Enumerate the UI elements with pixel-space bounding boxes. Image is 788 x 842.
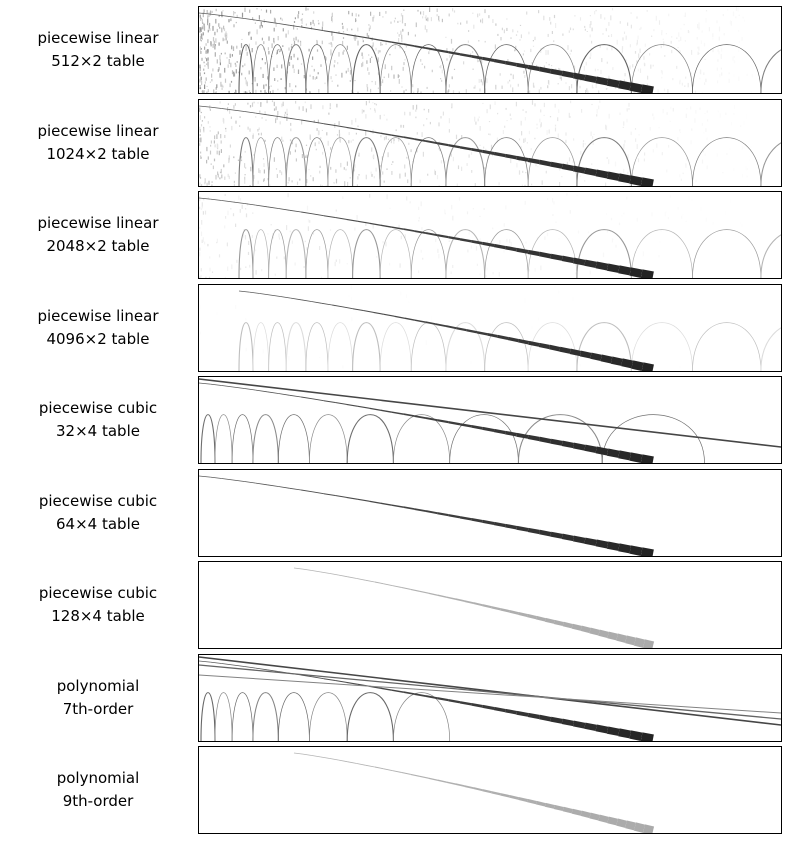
spectrogram-image	[199, 7, 781, 93]
spectrogram-panel	[198, 191, 782, 279]
spectrogram-image	[199, 470, 781, 556]
row-label-method: piecewise linear	[37, 121, 159, 140]
spectrogram-panel	[198, 469, 782, 557]
alias-arches	[239, 137, 781, 185]
figure-row	[0, 746, 788, 834]
spectrogram-image	[199, 377, 781, 463]
sweep-band	[199, 106, 653, 184]
row-label-method: piecewise cubic	[38, 584, 158, 602]
spectrogram-image	[199, 655, 781, 741]
row-label-size: 512×2 table	[51, 52, 145, 70]
row-label	[0, 6, 196, 94]
row-label	[0, 469, 196, 557]
sweep-band	[199, 476, 653, 554]
row-label-size: 4096×2 table	[46, 329, 150, 348]
harmonic-lines	[199, 379, 781, 447]
spectrogram-panel	[198, 284, 782, 372]
figure-row	[0, 6, 788, 94]
noise-texture	[199, 7, 753, 93]
spectrogram-image	[199, 192, 781, 278]
spectrogram-panel	[198, 99, 782, 187]
row-label-size: 1024×2 table	[46, 144, 150, 163]
sweep-band	[294, 568, 653, 646]
row-label-method: piecewise linear	[37, 29, 159, 47]
row-label-size: 32×4 table	[56, 422, 140, 440]
figure-row	[0, 376, 788, 464]
alias-arches	[239, 322, 781, 370]
row-label-size: 64×4 table	[56, 514, 140, 533]
sweep-band	[294, 753, 653, 831]
row-label	[0, 376, 196, 464]
row-label-size: 7th-order	[62, 699, 134, 718]
row-label	[0, 654, 196, 742]
row-label-size: 2048×2 table	[46, 237, 150, 255]
row-label-method: piecewise cubic	[38, 399, 158, 417]
figure-row	[0, 561, 788, 649]
spectrogram-image	[199, 100, 781, 186]
row-label-method: piecewise linear	[37, 214, 159, 232]
row-label	[0, 99, 196, 187]
spectrogram-panel	[198, 746, 782, 834]
row-label-size: 128×4 table	[51, 607, 145, 625]
noise-texture	[199, 285, 730, 371]
noise-texture	[199, 193, 743, 278]
figure-row	[0, 191, 788, 279]
alias-arches	[239, 230, 781, 278]
row-label	[0, 284, 196, 372]
sweep-band	[199, 383, 653, 461]
figure-row	[0, 99, 788, 187]
spectrogram-image	[199, 285, 781, 371]
row-label	[0, 746, 196, 834]
figure-row	[0, 654, 788, 742]
row-label-method: polynomial	[56, 769, 140, 787]
row-label-size: 9th-order	[62, 792, 134, 810]
sweep-band	[199, 198, 653, 276]
spectrogram-image	[199, 747, 781, 833]
figure-row	[0, 284, 788, 372]
spectrogram-panel	[198, 376, 782, 464]
row-label	[0, 191, 196, 279]
spectrogram-panel	[198, 6, 782, 94]
harmonic-lines	[199, 657, 781, 725]
row-label-method: piecewise linear	[37, 306, 159, 325]
alias-arches	[201, 692, 450, 740]
figure-row	[0, 469, 788, 557]
spectrogram-panel	[198, 654, 782, 742]
row-label	[0, 561, 196, 649]
row-label-method: polynomial	[56, 676, 140, 695]
spectrogram-image	[199, 562, 781, 648]
row-label-method: piecewise cubic	[38, 491, 158, 510]
spectrogram-panel	[198, 561, 782, 649]
